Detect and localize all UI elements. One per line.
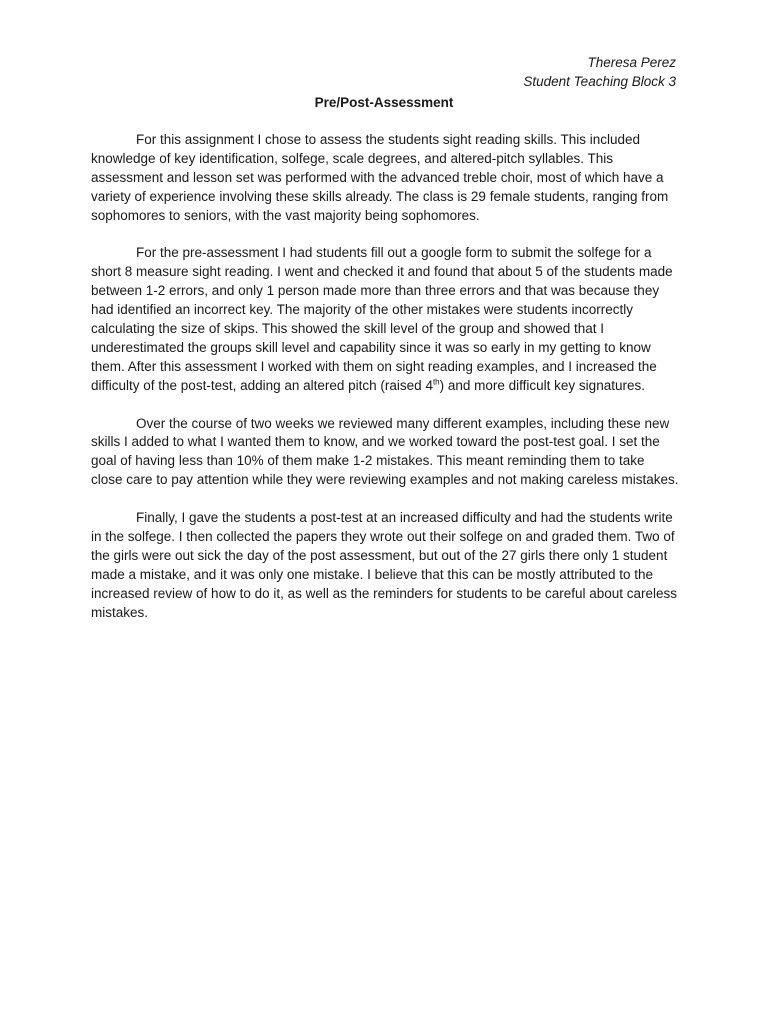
document-body xyxy=(91,131,679,641)
author-name: Theresa Perez xyxy=(587,55,676,70)
ordinal-superscript: th xyxy=(432,377,440,387)
document-title: Pre/Post-Assessment xyxy=(314,95,454,110)
paragraph-1: For this assignment I chose to assess the students sight reading skills. This included knowledge of key identification, solfege, scale degrees, and altered-pitch syllables. This assessment and lesson set was performed with the advanced treble choir, most of which have a variety of experience involving these skills already. The class is 29 female students, ranging from sophomores to seniors, with the vast majority being sophomores. xyxy=(91,132,669,223)
paragraph-4: Finally, I gave the students a post-test at an increased difficulty and had the students write in the solfege. I then collected the papers they wrote out their solfege on and graded them. Two of the girls were out sick the day of the post assessment, but out of the 27 girls there only 1 student made a mistake, and it was only one mistake. I believe that this can be mostly attributed to the increased review of how to do it, as well as the reminders for students to be careful about careless mistakes. xyxy=(91,510,678,620)
paragraph-2 xyxy=(91,244,679,395)
paragraph-2-text-end: ) and more difficult key signatures. xyxy=(439,377,645,393)
paragraph-3: Over the course of two weeks we reviewed many different examples, including these new skills I added to what I wanted them to know, and we worked toward the post-test goal. I set the goal of having less than 10% of them make 1-2 mistakes. This meant reminding them to take close care to pay attention while they were reviewing examples and not making careless mistakes. xyxy=(91,415,679,488)
paragraph-2-text-start: For the pre-assessment I had students fill out a google form to submit the solfege for a short 8 measure sight reading. I went and checked it and found that about 5 of the students made between 1-2 errors, and only 1 person made more than three errors and that was because they had identified an incorrect key. The majority of the other mistakes were students incorrectly calculating the size of skips. This showed the skill level of the group and showed that I underestimated the groups skill level and capability since it was so early in my getting to know them. After this assessment I worked with them on sight reading examples, and I increased the difficulty of the post-test, adding an altered pitch (raised 4 xyxy=(91,245,673,393)
document-header xyxy=(523,53,676,91)
course-name: Student Teaching Block 3 xyxy=(523,74,676,89)
